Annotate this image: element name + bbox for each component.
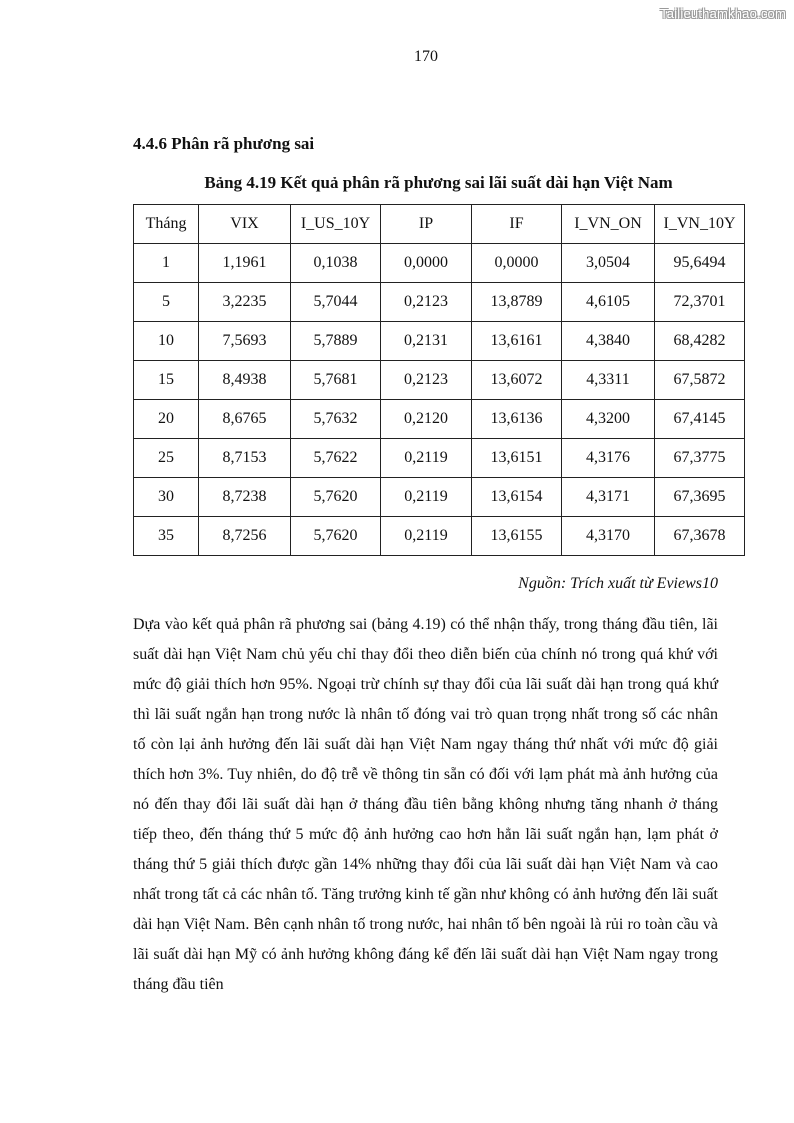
table-cell: 95,6494 — [655, 244, 745, 283]
table-header-row — [134, 205, 745, 244]
table-cell: 4,3170 — [562, 517, 655, 556]
table-cell: 0,0000 — [381, 244, 472, 283]
table-row — [134, 244, 745, 283]
table-cell: 3,2235 — [199, 283, 291, 322]
header-cell: IF — [472, 205, 562, 244]
table-cell: 1,1961 — [199, 244, 291, 283]
table-cell: 4,6105 — [562, 283, 655, 322]
section-heading: 4.4.6 Phân rã phương sai — [133, 134, 315, 153]
header-cell: IP — [381, 205, 472, 244]
table-cell: 4,3311 — [562, 361, 655, 400]
watermark: Tailieuthamkhao.com — [660, 6, 786, 21]
table-cell: 13,6151 — [472, 439, 562, 478]
table-row — [134, 517, 745, 556]
table-cell: 13,6136 — [472, 400, 562, 439]
table-row — [134, 400, 745, 439]
table-source-note: Nguồn: Trích xuất từ Eviews10 — [518, 575, 718, 592]
body-paragraph: Dựa vào kết quả phân rã phương sai (bảng 4.19) có thể nhận thấy, trong tháng đầu tiên, lãi suất dài hạn Việt Nam chủ yếu chỉ thay đổi theo diễn biến của chính nó trong quá khứ với mức độ giải thích hơn 95%. Ngoại trừ chính sự thay đổi của lãi suất dài hạn trong quá khứ thì lãi suất ngắn hạn trong nước là nhân tố đóng vai trò quan trọng nhất trong số các nhân tố còn lại ảnh hưởng đến lãi suất dài hạn Việt Nam ngay tháng thứ nhất với mức độ giải thích hơn 3%. Tuy nhiên, do độ trễ về thông tin sẵn có đối với lạm phát mà ảnh hưởng của nó đến thay đổi lãi suất dài hạn ở tháng đầu tiên bằng không nhưng tăng nhanh ở tháng tiếp theo, đến tháng thứ 5 mức độ ảnh hưởng cao hơn hẳn lãi suất ngắn hạn, lạm phát ở tháng thứ 5 giải thích được gần 14% những thay đổi của lãi suất dài hạn Việt Nam và cao nhất trong tất cả các nhân tố. Tăng trưởng kinh tế gần như không có ảnh hưởng đến lãi suất dài hạn Việt Nam. Bên cạnh nhân tố trong nước, hai nhân tố bên ngoài là rủi ro toàn cầu và lãi suất dài hạn Mỹ có ảnh hưởng không đáng kể đến lãi suất dài hạn Việt Nam ngay trong tháng đầu tiên — [133, 616, 718, 993]
table-cell: 68,4282 — [655, 322, 745, 361]
table-cell: 5,7632 — [291, 400, 381, 439]
header-cell: I_US_10Y — [291, 205, 381, 244]
table-cell: 67,4145 — [655, 400, 745, 439]
table-cell: 13,6154 — [472, 478, 562, 517]
table-cell: 0,1038 — [291, 244, 381, 283]
table-cell: 0,2119 — [381, 478, 472, 517]
table-row — [134, 322, 745, 361]
table-cell: 5,7620 — [291, 478, 381, 517]
table-cell: 5,7889 — [291, 322, 381, 361]
table-cell: 8,4938 — [199, 361, 291, 400]
table-row — [134, 439, 745, 478]
table-cell: 8,7153 — [199, 439, 291, 478]
table-cell: 67,3678 — [655, 517, 745, 556]
table-cell: 72,3701 — [655, 283, 745, 322]
table-cell: 8,6765 — [199, 400, 291, 439]
table-cell: 0,0000 — [472, 244, 562, 283]
table-cell: 0,2123 — [381, 283, 472, 322]
table-cell: 15 — [134, 361, 199, 400]
table-cell: 0,2120 — [381, 400, 472, 439]
table-cell: 4,3200 — [562, 400, 655, 439]
table-row — [134, 361, 745, 400]
table-cell: 5,7620 — [291, 517, 381, 556]
variance-decomposition-table — [133, 204, 745, 556]
table-caption: Bảng 4.19 Kết quả phân rã phương sai lãi suất dài hạn Việt Nam — [204, 173, 673, 192]
table-cell: 13,6072 — [472, 361, 562, 400]
table-cell: 0,2131 — [381, 322, 472, 361]
table-cell: 67,3695 — [655, 478, 745, 517]
table-cell: 20 — [134, 400, 199, 439]
table-cell: 10 — [134, 322, 199, 361]
page-number: 170 — [414, 48, 438, 65]
table-cell: 0,2119 — [381, 517, 472, 556]
table-row — [134, 283, 745, 322]
table-cell: 30 — [134, 478, 199, 517]
table-cell: 7,5693 — [199, 322, 291, 361]
table-cell: 5,7044 — [291, 283, 381, 322]
table-cell: 13,6161 — [472, 322, 562, 361]
table-cell: 1 — [134, 244, 199, 283]
table-cell: 5,7681 — [291, 361, 381, 400]
table-cell: 4,3176 — [562, 439, 655, 478]
table-cell: 67,5872 — [655, 361, 745, 400]
table-cell: 3,0504 — [562, 244, 655, 283]
table-cell: 0,2119 — [381, 439, 472, 478]
table-cell: 8,7238 — [199, 478, 291, 517]
table-cell: 25 — [134, 439, 199, 478]
table-cell: 67,3775 — [655, 439, 745, 478]
header-cell: VIX — [199, 205, 291, 244]
table-cell: 5 — [134, 283, 199, 322]
table-cell: 13,6155 — [472, 517, 562, 556]
table-cell: 5,7622 — [291, 439, 381, 478]
table-cell: 4,3171 — [562, 478, 655, 517]
header-cell: I_VN_10Y — [655, 205, 745, 244]
table-cell: 8,7256 — [199, 517, 291, 556]
table-cell: 0,2123 — [381, 361, 472, 400]
header-cell: I_VN_ON — [562, 205, 655, 244]
table-row — [134, 478, 745, 517]
table-cell: 35 — [134, 517, 199, 556]
table-cell: 4,3840 — [562, 322, 655, 361]
table-cell: 13,8789 — [472, 283, 562, 322]
header-cell: Tháng — [134, 205, 199, 244]
